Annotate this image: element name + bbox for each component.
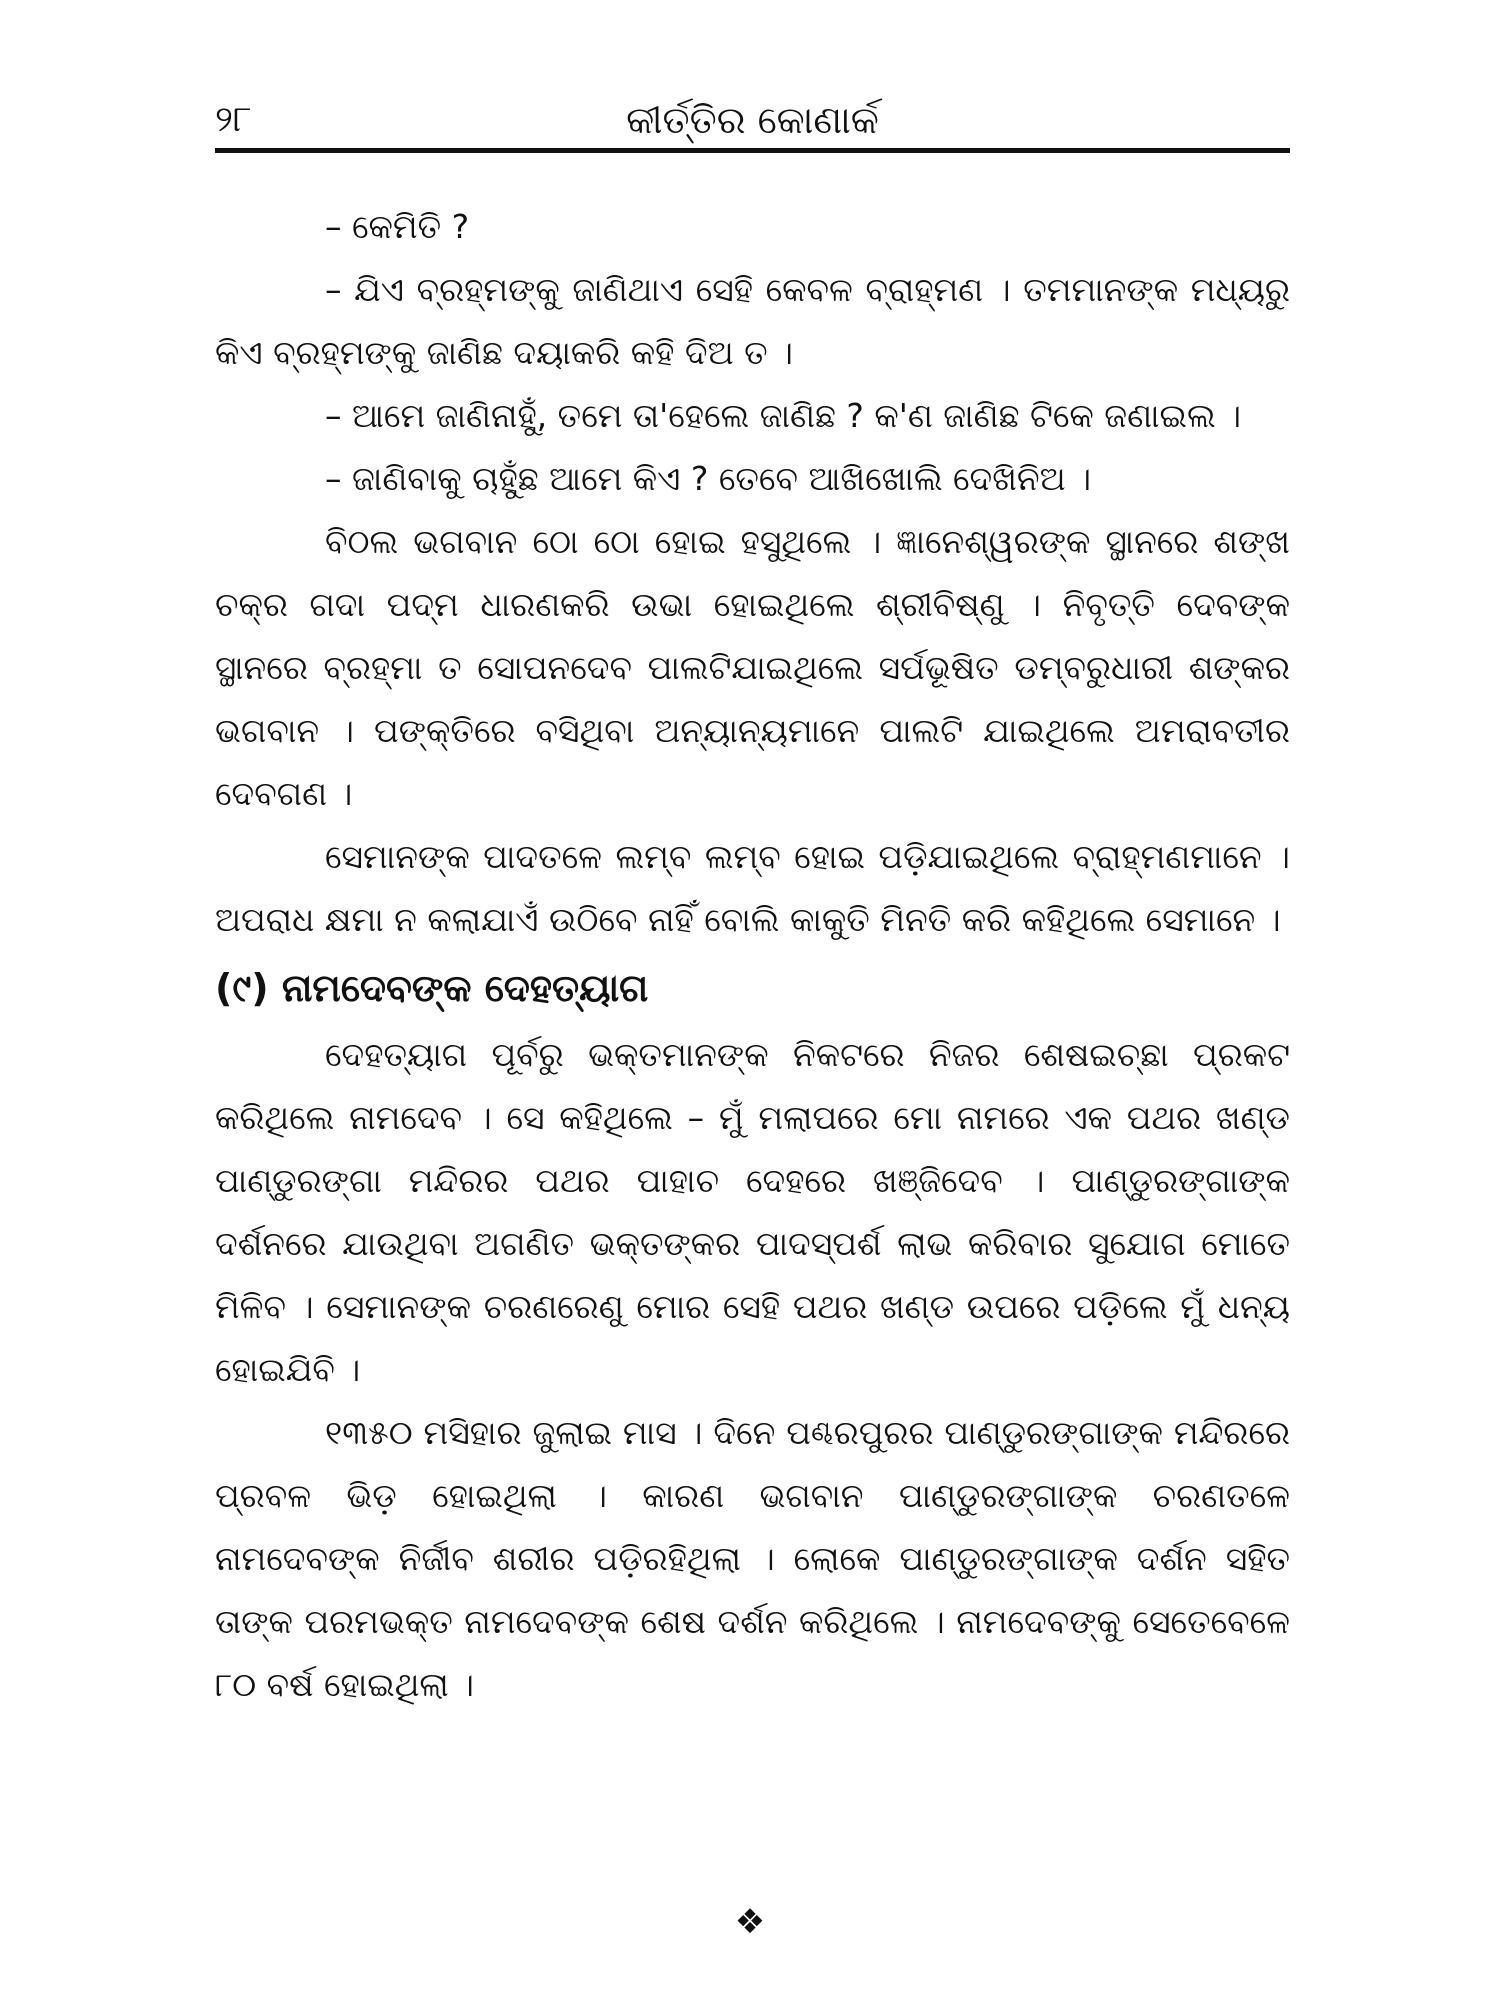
page-header bbox=[215, 92, 1290, 152]
end-ornament-icon: ❖ bbox=[734, 1902, 766, 1942]
page-number: ୨୮ bbox=[215, 99, 252, 140]
paragraph: – ଯିଏ ବ୍ରହ୍ମଙ୍କୁ ଜାଣିଥାଏ ସେହି କେବଳ ବ୍ରାହ୍ମଣ । ତମମାନଙ୍କ ମଧ୍ୟରୁ କିଏ ବ୍ରହ୍ମଙ୍କୁ ଜାଣିଛ ଦୟାକରି କହି ଦିଅ ତ । bbox=[215, 270, 1290, 372]
header-rule bbox=[215, 148, 1290, 153]
paragraph: ୧୩୫୦ ମସିହାର ଜୁଲାଇ ମାସ । ଦିନେ ପଣ୍ଢରପୁରର ପାଣ୍ଡୁରଙ୍ଗାଙ୍କ ମନ୍ଦିରରେ ପ୍ରବଳ ଭିଡ଼ ହୋଇଥିଲା । କାରଣ ଭଗବାନ ପାଣ୍ଡୁରଙ୍ଗାଙ୍କ ଚରଣତଳେ ନାମଦେବଙ୍କ ନିର୍ଜୀବ ଶରୀର ପଡ଼ିରହିଥିଲା । ଲୋକେ ପାଣ୍ଡୁରଙ୍ଗାଙ୍କ ଦର୍ଶନ ସହିତ ତାଙ୍କ ପରମଭକ୍ତ ନାମଦେବଙ୍କ ଶେଷ ଦର୍ଶନ କରିଥିଲେ । ନାମଦେବଙ୍କୁ ସେତେବେଳେ ୮୦ ବର୍ଷ ହୋଇଥିଲା । bbox=[215, 1413, 1290, 1704]
section-heading: (୯) ନାମଦେବଙ୍କ ଦେହତ୍ୟାଗ bbox=[215, 966, 649, 1010]
paragraph: – କେମିତି ? bbox=[325, 207, 470, 246]
paragraph: ଦେହତ୍ୟାଗ ପୂର୍ବରୁ ଭକ୍ତମାନଙ୍କ ନିକଟରେ ନିଜର ଶେଷଇଚ୍ଛା ପ୍ରକଟ କରିଥିଲେ ନାମଦେବ । ସେ କହିଥିଲେ – ମୁଁ ମଲାପରେ ମୋ ନାମରେ ଏକ ପଥର ଖଣ୍ଡ ପାଣ୍ଡୁରଙ୍ଗା ମନ୍ଦିରର ପଥର ପାହାଚ ଦେହରେ ଖଞ୍ଜିଦେବ । ପାଣ୍ଡୁରଙ୍ଗାଙ୍କ ଦର୍ଶନରେ ଯାଉଥିବା ଅଗଣିତ ଭକ୍ତଙ୍କର ପାଦସ୍ପର୍ଶ ଲାଭ କରିବାର ସୁଯୋଗ ମୋତେ ମିଳିବ । ସେମାନଙ୍କ ଚରଣରେଣୁ ମୋର ସେହି ପଥର ଖଣ୍ଡ ଉପରେ ପଡ଼ିଲେ ମୁଁ ଧନ୍ୟ ହୋଇଯିବି । bbox=[215, 1035, 1290, 1389]
paragraph: – ଜାଣିବାକୁ ଚାହୁଁଛ ଆମେ କିଏ ? ତେବେ ଆଖିଖୋଲି ଦେଖିନିଅ । bbox=[325, 459, 1092, 498]
paragraph: ସେମାନଙ୍କ ପାଦତଳେ ଲମ୍ବ ଲମ୍ବ ହୋଇ ପଡ଼ିଯାଇଥିଲେ ବ୍ରାହ୍ମଣମାନେ । ଅପରାଧ କ୍ଷମା ନ କଲାଯାଏଁ ଉଠିବେ ନାହିଁ ବୋଲି କାକୁତି ମିନତି କରି କହିଥିଲେ ସେମାନେ । bbox=[215, 837, 1290, 939]
paragraph: – ଆମେ ଜାଣିନାହୁଁ, ତମେ ତା'ହେଲେ ଜାଣିଛ ? କ'ଣ ଜାଣିଛ ଟିକେ ଜଣାଇଲ । bbox=[325, 396, 1242, 435]
body-text bbox=[215, 195, 1290, 1716]
paragraph: ବିଠଲ ଭଗବାନ ଠୋ ଠୋ ହୋଇ ହସୁଥିଲେ । ଜ୍ଞାନେଶ୍ୱରଙ୍କ ସ୍ଥାନରେ ଶଙ୍ଖ ଚକ୍ର ଗଦା ପଦ୍ମ ଧାରଣକରି ଉଭା ହୋଇଥିଲେ ଶ୍ରୀବିଷ୍ଣୁ । ନିବୃତ୍ତି ଦେବଙ୍କ ସ୍ଥାନରେ ବ୍ରହ୍ମା ତ ସୋପନଦେବ ପାଲଟିଯାଇଥିଲେ ସର୍ପଭୂଷିତ ଡମ୍ବରୁଧାରୀ ଶଙ୍କର ଭଗବାନ । ପଙ୍‌କ୍ତିରେ ବସିଥିବା ଅନ୍ୟାନ୍ୟମାନେ ପାଲଟି ଯାଇଥିଲେ ଅମରାବତୀର ଦେବଗଣ । bbox=[215, 522, 1290, 813]
running-title: କୀର୍ତ୍ତିର କୋଣାର୍କ bbox=[626, 98, 879, 142]
